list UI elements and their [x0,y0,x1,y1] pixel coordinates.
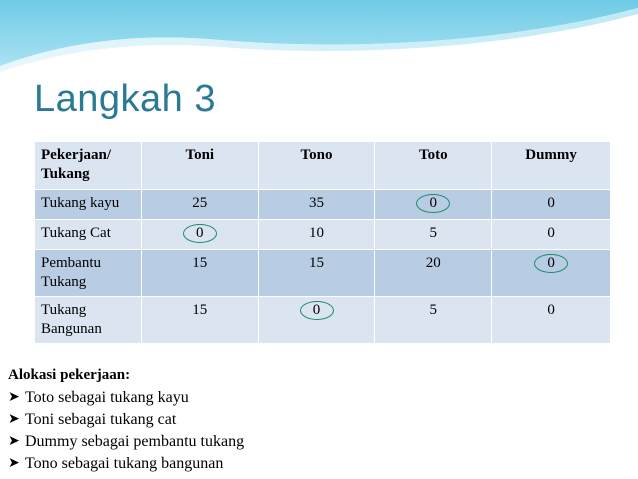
allocation-item [8,431,244,453]
allocation-item [8,453,244,475]
table-row [35,220,611,250]
cell-value: 20 [425,255,441,271]
table-cell [258,220,375,250]
allocation-item-text: Tono sebagai tukang bangunan [25,455,224,472]
table-header-row [35,142,611,190]
cell-value: 35 [309,195,325,211]
allocation-item-text: Dummy sebagai pembantu tukang [25,433,245,450]
column-header: Dummy [492,142,611,190]
row-label: Tukang Bangunan [35,297,142,344]
arrow-bullet-icon: ➤ [8,390,20,405]
row-label: Pembantu Tukang [35,250,142,297]
cell-value: 0 [547,195,555,211]
table-cell [492,190,611,220]
table-cell [141,250,258,297]
cell-value: 15 [192,255,208,271]
slide-title: Langkah 3 [34,78,216,120]
table-cell [258,190,375,220]
cell-value: 15 [192,302,208,318]
assignment-table [34,141,611,344]
row-label: Tukang kayu [35,190,142,220]
allocation-item [8,387,244,409]
circled-cell-value: 0 [300,301,334,320]
table-cell [375,190,492,220]
table-cell [375,220,492,250]
table-cell [258,250,375,297]
table-cell [492,220,611,250]
table-cell [492,250,611,297]
circled-cell-value: 0 [183,224,217,243]
table-cell [492,297,611,344]
row-label: Tukang Cat [35,220,142,250]
cell-value: 0 [547,225,555,241]
table-cell [375,297,492,344]
allocation-item-text: Toni sebagai tukang cat [25,411,177,428]
column-header: Toni [141,142,258,190]
table-cell [375,250,492,297]
cell-value: 10 [309,225,325,241]
arrow-bullet-icon: ➤ [8,412,20,427]
allocation-heading: Alokasi pekerjaan: [8,367,131,383]
table-row [35,250,611,297]
table-cell [141,297,258,344]
cell-value: 0 [547,302,555,318]
cell-value: 5 [429,225,438,241]
table-cell [141,190,258,220]
allocation-item-text: Toto sebagai tukang kayu [25,389,189,406]
header-wave-decoration [0,0,638,80]
arrow-bullet-icon: ➤ [8,456,20,471]
allocation-section [8,364,244,475]
allocation-item [8,409,244,431]
column-header: Tono [258,142,375,190]
column-header: Pekerjaan/ Tukang [35,142,142,190]
cell-value: 15 [309,255,325,271]
table-cell [258,297,375,344]
column-header: Toto [375,142,492,190]
table-cell [141,220,258,250]
cell-value: 5 [429,302,438,318]
table-row [35,190,611,220]
arrow-bullet-icon: ➤ [8,434,20,449]
table-row [35,297,611,344]
circled-cell-value: 0 [416,194,450,213]
cell-value: 25 [192,195,208,211]
circled-cell-value: 0 [534,254,568,273]
